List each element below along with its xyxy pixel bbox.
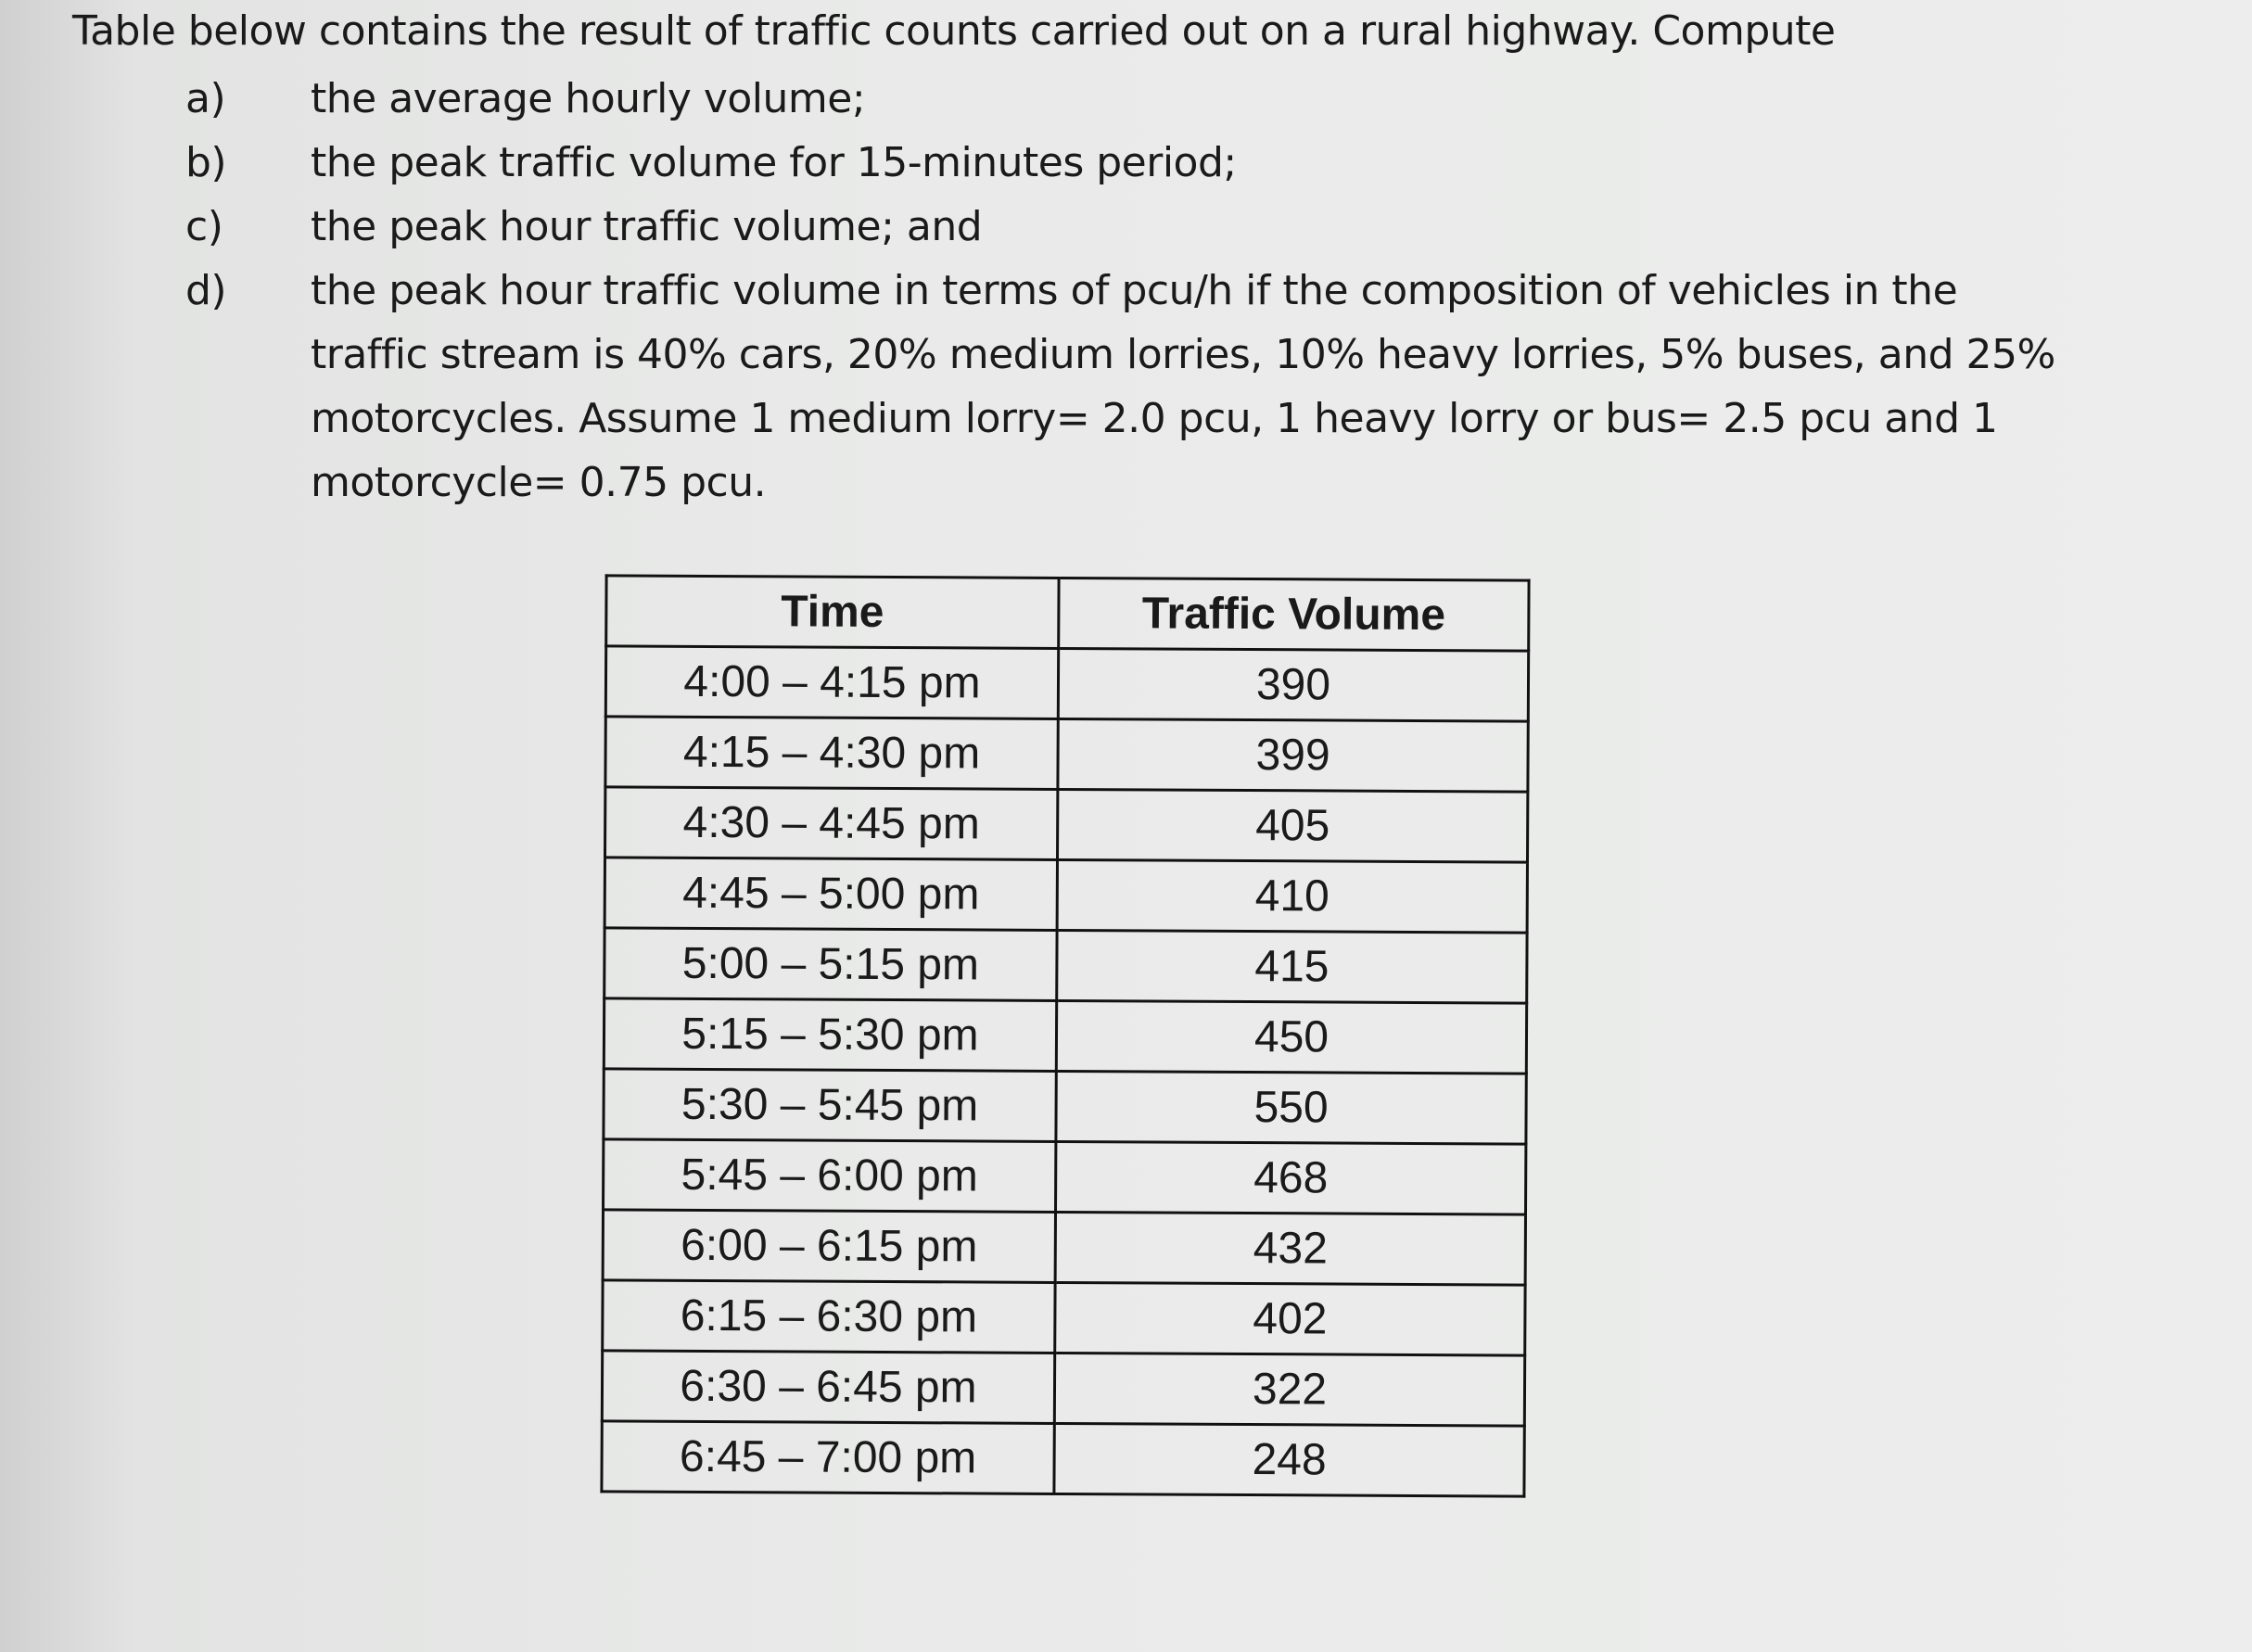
question-item: [185, 131, 2086, 195]
table-row: [605, 646, 1528, 721]
table-row: [605, 787, 1528, 862]
volume-cell: 248: [1054, 1423, 1524, 1496]
time-cell: 6:30 – 6:45 pm: [602, 1351, 1054, 1424]
question-items: [185, 67, 2086, 515]
table-row: [604, 998, 1526, 1074]
table-row: [604, 1069, 1526, 1144]
volume-cell: 410: [1057, 859, 1527, 933]
volume-cell: 415: [1057, 930, 1527, 1003]
time-cell: 4:30 – 4:45 pm: [605, 787, 1058, 860]
table-row: [602, 1421, 1524, 1496]
question-item: [185, 67, 2086, 131]
time-cell: 4:15 – 4:30 pm: [605, 717, 1058, 790]
volume-cell: 322: [1054, 1353, 1524, 1426]
time-cell: 6:15 – 6:30 pm: [603, 1280, 1055, 1353]
item-label: c): [185, 203, 223, 250]
table-row: [604, 928, 1527, 1003]
item-text: the peak hour traffic volume in terms of pcu/h if the composition of vehicles in the traffic stream is 40% cars, 20% medium lorries, 10% heavy lorries, 5% buses, and 25% motorcycles. Assume 1 medium lorry= 2.0 pcu, 1 heavy lorry or bus= 2.5 pcu and 1 motorcycle= 0.75 pcu.: [311, 267, 2055, 506]
table-row: [602, 1351, 1524, 1426]
question-item: [185, 195, 2086, 259]
time-cell: 5:15 – 5:30 pm: [604, 998, 1056, 1072]
header-time: Time: [606, 576, 1059, 649]
volume-cell: 405: [1057, 789, 1527, 862]
time-cell: 6:00 – 6:15 pm: [603, 1210, 1055, 1283]
volume-cell: 390: [1058, 648, 1528, 721]
time-cell: 5:30 – 5:45 pm: [604, 1069, 1056, 1142]
item-text: the peak traffic volume for 15-minutes period;: [311, 139, 1237, 186]
volume-cell: 450: [1056, 1000, 1526, 1074]
question-item: [185, 259, 2086, 515]
question-intro: Table below contains the result of traffic counts carried out on a rural highway. Compute: [72, 7, 1836, 55]
time-cell: 5:00 – 5:15 pm: [604, 928, 1057, 1001]
header-traffic-volume: Traffic Volume: [1059, 578, 1529, 651]
volume-cell: 432: [1055, 1212, 1525, 1285]
table-row: [603, 1210, 1525, 1285]
table-row: [603, 1280, 1525, 1355]
time-cell: 5:45 – 6:00 pm: [604, 1139, 1056, 1213]
item-text: the peak hour traffic volume; and: [311, 203, 983, 250]
table-row: [605, 717, 1528, 792]
item-label: d): [185, 267, 227, 314]
time-cell: 4:00 – 4:15 pm: [605, 646, 1058, 719]
volume-cell: 550: [1056, 1071, 1526, 1144]
table-header-row: [606, 576, 1529, 651]
volume-cell: 399: [1058, 718, 1528, 792]
time-cell: 6:45 – 7:00 pm: [602, 1421, 1054, 1494]
item-text: the average hourly volume;: [311, 75, 866, 122]
volume-cell: 468: [1056, 1141, 1526, 1214]
time-cell: 4:45 – 5:00 pm: [604, 858, 1057, 931]
table-row: [604, 858, 1527, 933]
table-row: [604, 1139, 1526, 1214]
item-label: b): [185, 139, 227, 186]
volume-cell: 402: [1055, 1282, 1525, 1355]
item-label: a): [185, 75, 226, 122]
traffic-count-table: [600, 574, 1530, 1497]
